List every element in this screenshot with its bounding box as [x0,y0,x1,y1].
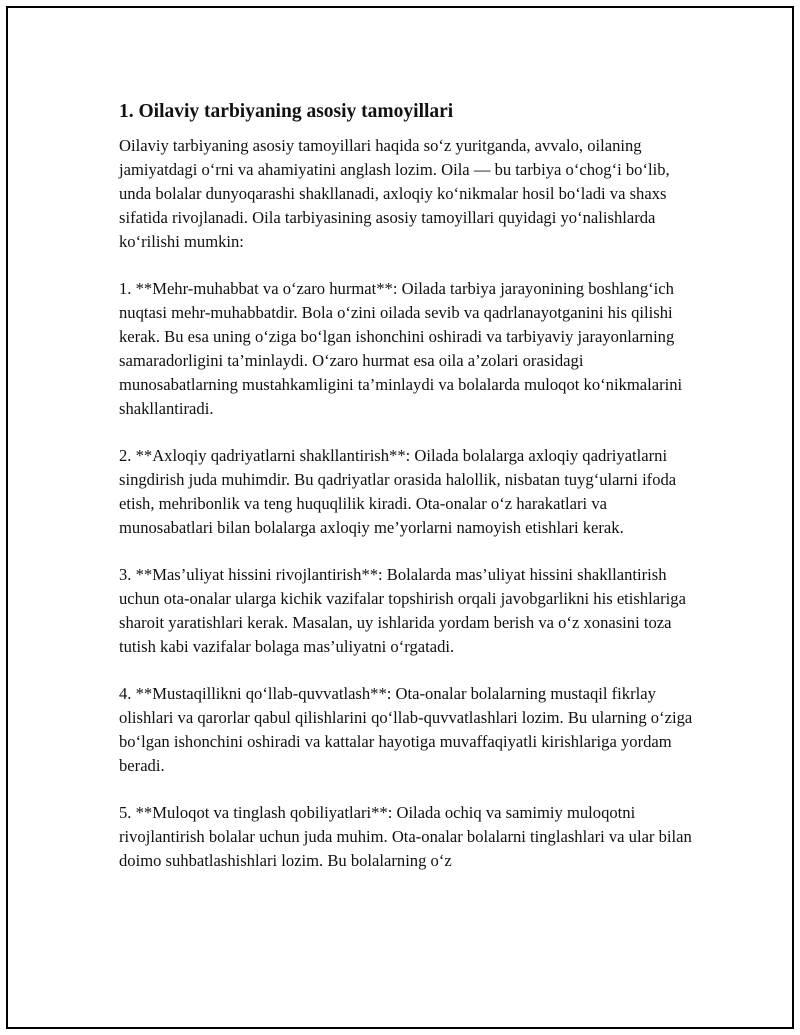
principle-paragraph-4: 4. **Mustaqillikni qo‘llab-quvvatlash**: Ota-onalar bolalarning mustaqil fikrlay olishlari va qarorlar qabul qilishlarini qo‘llab-quvvatlashlari lozim. Bu ularning o‘ziga bo‘lgan ishonchini oshiradi va kattalar hayotiga muvaffaqiyatli kirishlariga yordam beradi. [119,684,693,775]
principle-paragraph-2: 2. **Axloqiy qadriyatlarni shakllantirish**: Oilada bolalarga axloqiy qadriyatlarni singdirish juda muhimdir. Bu qadriyatlar orasida halollik, nisbatan tuyg‘ularni ifoda etish, mehribonlik va teng huquqlilik kiradi. Ota-onalar o‘z harakatlari va munosabatlari bilan bolalarga axloqiy me’yorlarni namoyish etishlari kerak. [119,446,677,537]
section-heading: 1. Oilaviy tarbiyaning asosiy tamoyillari [119,101,454,122]
document-page [6,6,794,1029]
document-body [119,96,699,896]
intro-paragraph: Oilaviy tarbiyaning asosiy tamoyillari haqida so‘z yuritganda, avvalo, oilaning jamiyatdagi o‘rni va ahamiyatini anglash lozim. Oila — bu tarbiya o‘chog‘i bo‘lib, unda bolalar dunyoqarashi shakllanadi, axloqiy ko‘nikmalar hosil bo‘ladi va shaxs sifatida rivojlanadi. Oila tarbiyasining asosiy tamoyillari quyidagi yo‘nalishlarda ko‘rilishi mumkin: [119,136,670,251]
principle-paragraph-1: 1. **Mehr-muhabbat va o‘zaro hurmat**: Oilada tarbiya jarayonining boshlang‘ich nuqtasi mehr-muhabbatdir. Bola o‘zini oilada sevib va qadrlanayotganini his qilishi kerak. Bu esa uning o‘ziga bo‘lgan ishonchini oshiradi va tarbiyaviy jarayonlarning samaradorligini ta’minlaydi. O‘zaro hurmat esa oila a’zolari orasidagi munosabatlarning mustahkamligini ta’minlaydi va bolalarda muloqot ko‘nikmalarini shakllantiradi. [119,279,683,418]
principle-paragraph-5: 5. **Muloqot va tinglash qobiliyatlari**: Oilada ochiq va samimiy muloqotni rivojlantirish bolalar uchun juda muhim. Ota-onalar bolalarni tinglashlari va ular bilan doimo suhbatlashishlari lozim. Bu bolalarning o‘z [119,803,692,870]
principle-paragraph-3: 3. **Mas’uliyat hissini rivojlantirish**: Bolalarda mas’uliyat hissini shakllantirish uchun ota-onalar ularga kichik vazifalar topshirish orqali javobgarlikni his etishlariga sharoit yaratishlari kerak. Masalan, uy ishlarida yordam berish va o‘z xonasini toza tutish kabi vazifalar bolaga mas’uliyatni o‘rgatadi. [119,565,686,656]
